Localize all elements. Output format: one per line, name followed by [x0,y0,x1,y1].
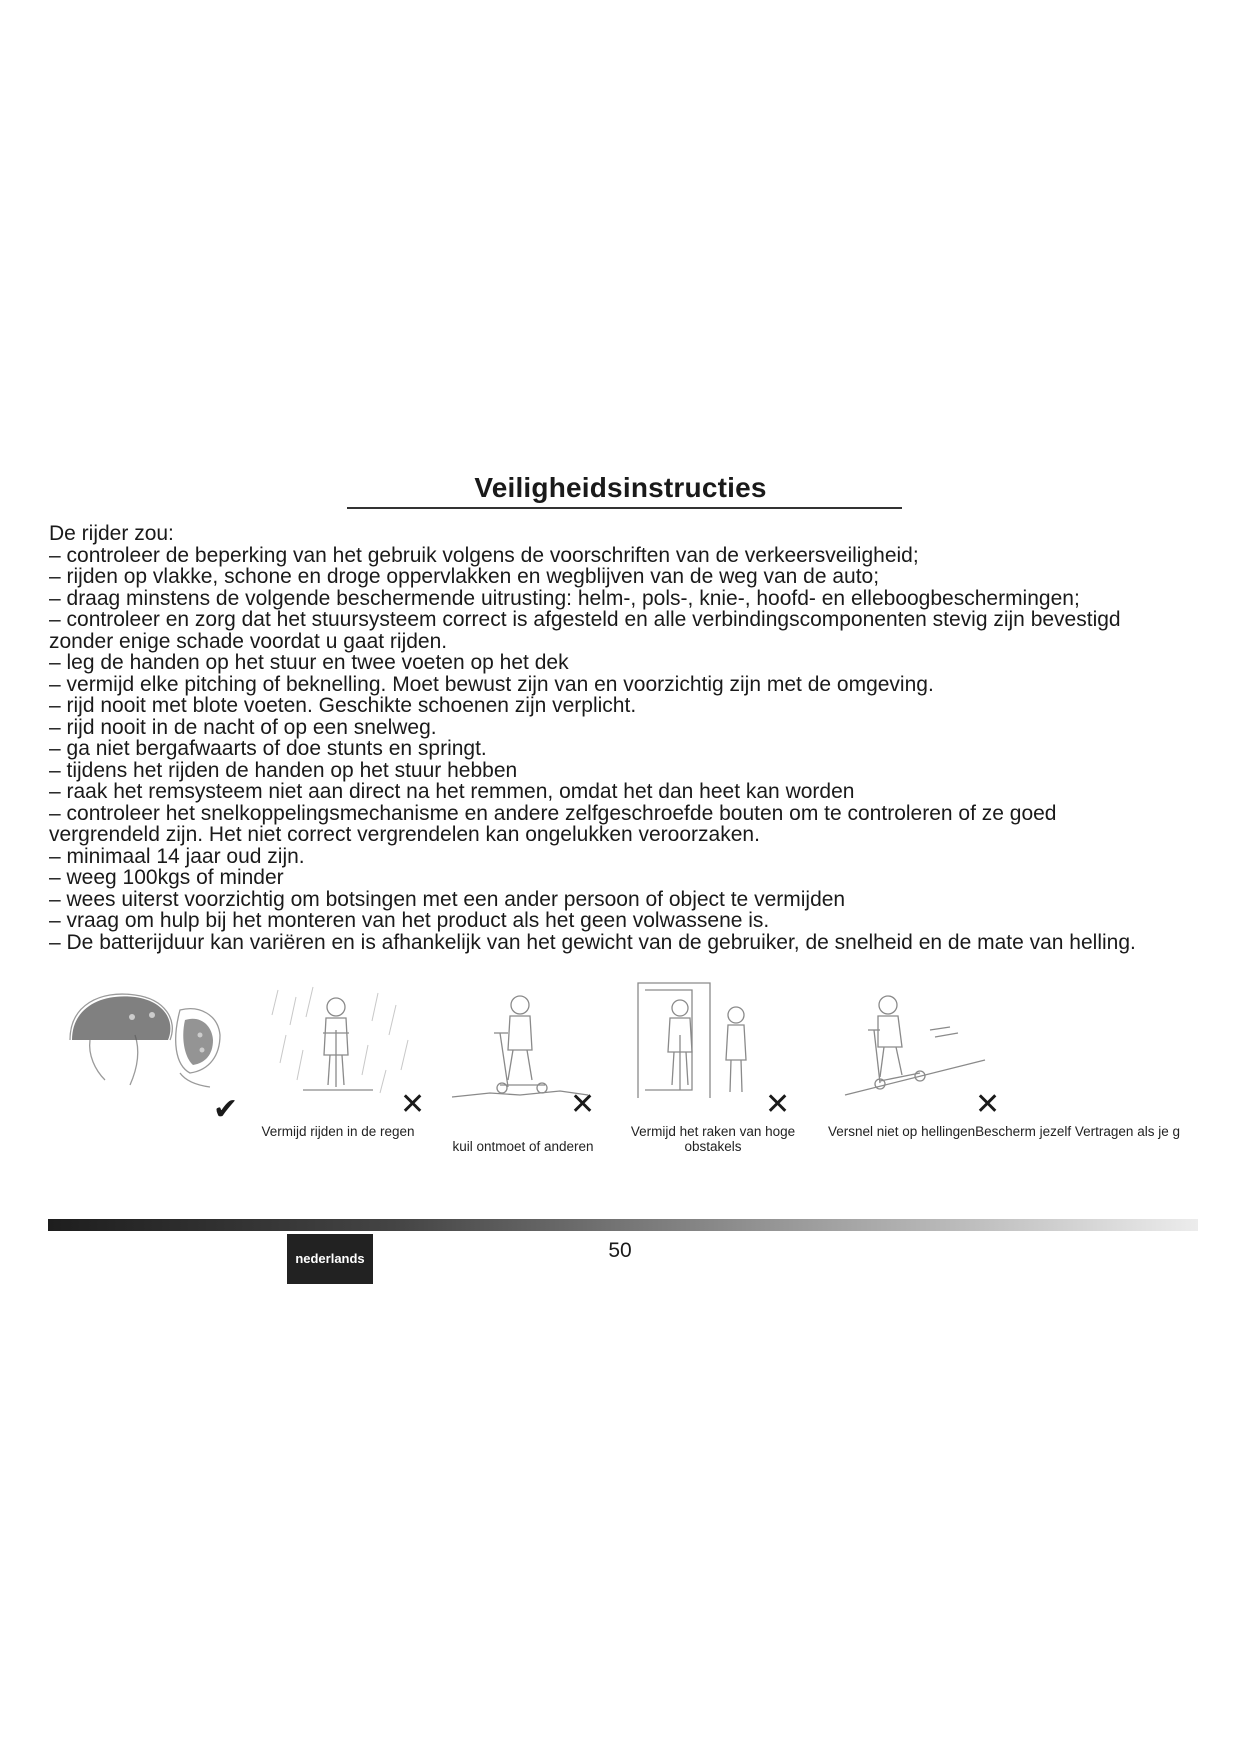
caption-obstacles [618,1124,808,1154]
instruction-line: – ga niet bergafwaarts of doe stunts en springt. [49,737,487,760]
instruction-line: – raak het remsysteem niet aan direct na het remmen, omdat het dan heet kan worden [49,780,855,803]
rain-scooter-illustration [268,985,418,1100]
cross-icon: ✕ [400,1088,426,1121]
pothole-scooter-illustration [450,985,590,1100]
instruction-line: – minimaal 14 jaar oud zijn. [49,844,305,868]
cross-icon: ✕ [765,1088,791,1121]
instruction-line: – tijdens het rijden de handen op het stuur hebben [49,758,518,782]
instruction-line: – De batterijduur kan variëren en is afhankelijk van het gewicht van de gebruiker, de snelheid en de mate van helling. [49,930,1136,954]
instruction-line: – vraag om hulp bij het monteren van het product als het geen volwassene is. [49,909,770,932]
protective-gear-illustration [60,985,230,1095]
caption-slopes: Versnel niet op hellingenBescherm jezelf Vertragen als je g [828,1124,1180,1139]
title-underline [347,507,902,509]
slope-scooter-illustration [840,985,990,1100]
instruction-line: – rijd nooit in de nacht of op een snelweg. [49,715,437,739]
check-icon: ✔ [213,1093,239,1126]
instruction-line: – draag minstens de volgende beschermende uitrusting: helm-, pols-, knie-, hoofd- en elleboogbeschermingen; [49,586,1080,610]
instruction-line: – wees uiterst voorzichtig om botsingen met een ander persoon of object te vermijden [49,887,846,911]
footer-gradient-bar [48,1219,1198,1231]
instruction-line: vergrendeld zijn. Het niet correct vergrendelen kan ongelukken veroorzaken. [49,823,760,846]
obstacle-scooter-illustration [630,980,760,1100]
caption-obstacles-line-2: obstakels [684,1139,742,1154]
instruction-line: – controleer het snelkoppelingsmechanisme en andere zelfgeschroefde bouten om te controleren of ze goed [49,801,1057,825]
instruction-line: – controleer de beperking van het gebruik volgens de voorschriften van de verkeersveiligheid; [49,543,919,567]
instruction-line: – vermijd elke pitching of beknelling. Moet bewust zijn van en voorzichtig zijn met de omgeving. [49,672,934,696]
caption-obstacles-line-1: Vermijd het raken van hoge [630,1124,796,1139]
intro-line: De rijder zou: [49,522,174,545]
instruction-line: – rijden op vlakke, schone en droge oppervlakken en wegblijven van de weg van de auto; [49,565,880,588]
page-number: 50 [608,1239,632,1262]
caption-rain: Vermijd rijden in de regen [261,1124,415,1139]
instruction-line: – controleer en zorg dat het stuursysteem correct is afgesteld en alle verbindingscomponenten stevig zijn bevestigd [49,608,1121,631]
caption-pothole: kuil ontmoet of anderen [452,1139,594,1154]
page-title: Veiligheidsinstructies [474,472,767,503]
language-tab: nederlands [287,1234,373,1284]
instruction-line: – leg de handen op het stuur en twee voeten op het dek [49,651,569,674]
instruction-line: zonder enige schade voordat u gaat rijden. [49,629,448,653]
instruction-line: – rijd nooit met blote voeten. Geschikte schoenen zijn verplicht. [49,694,637,717]
cross-icon: ✕ [975,1088,1001,1121]
instructions-body [49,523,1219,953]
cross-icon: ✕ [570,1088,596,1121]
instruction-line: – weeg 100kgs of minder [49,866,284,889]
